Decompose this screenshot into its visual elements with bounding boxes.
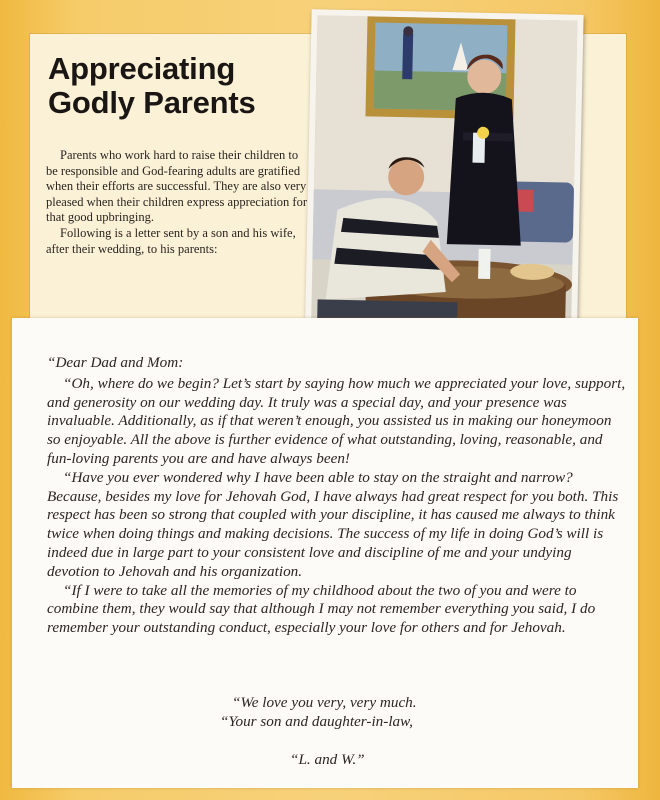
letter-signature: “L. and W.”: [290, 751, 365, 768]
letter-paragraph-3: “If I were to take all the memories of my childhood about the two of you and were to combine them, they would say that although I may not remember everything you said, I do remember your outstanding conduct, especially your love for others and for Jehovah.: [47, 581, 596, 637]
family-photo: [304, 9, 583, 363]
photo-couple-icon: [304, 9, 583, 363]
intro-paragraph-2: Following is a letter sent by a son and his wife, after their wedding, to his parents:: [46, 225, 296, 256]
letter-closing-1: “We love you very, very much.: [232, 694, 417, 711]
title-line-2: Godly Parents: [48, 85, 256, 120]
letter-paragraph-1: “Oh, where do we begin? Let’s start by saying how much we appreciated your love, support, and generosity on our wedding day. It truly was a special day, and your presence was invaluable. Additionally, as if that weren’t enough, you assisted us in making our honeymoon so enjoyable. All the above is further evidence of what outstanding, loving, reasonable, and fun-loving parents you are and have always been!: [47, 374, 626, 467]
intro-text: [46, 148, 308, 257]
article-title: [48, 52, 256, 120]
intro-paragraph-1: Parents who work hard to raise their children to be responsible and God-fearing adults are gratified when their efforts are successful. They are also very pleased when their children express appreciation for that good upbringing.: [46, 148, 308, 225]
letter-salutation: “Dear Dad and Mom:: [47, 354, 184, 371]
letter-closing-2: “Your son and daughter-in-law,: [220, 713, 413, 730]
title-line-1: Appreciating: [48, 51, 236, 86]
letter-paragraph-2: “Have you ever wondered why I have been able to stay on the straight and narrow? Because, besides my love for Jehovah God, I have always had great respect for you both. This respect has been so strong that coupled with your discipline, it has caused me always to think twice when doing things and making decisions. The success of my life in doing God’s will is indeed due in large part to your consistent love and discipline of me and your undying devotion to Jehovah and his organization.: [47, 468, 619, 580]
letter-body: [47, 354, 627, 638]
